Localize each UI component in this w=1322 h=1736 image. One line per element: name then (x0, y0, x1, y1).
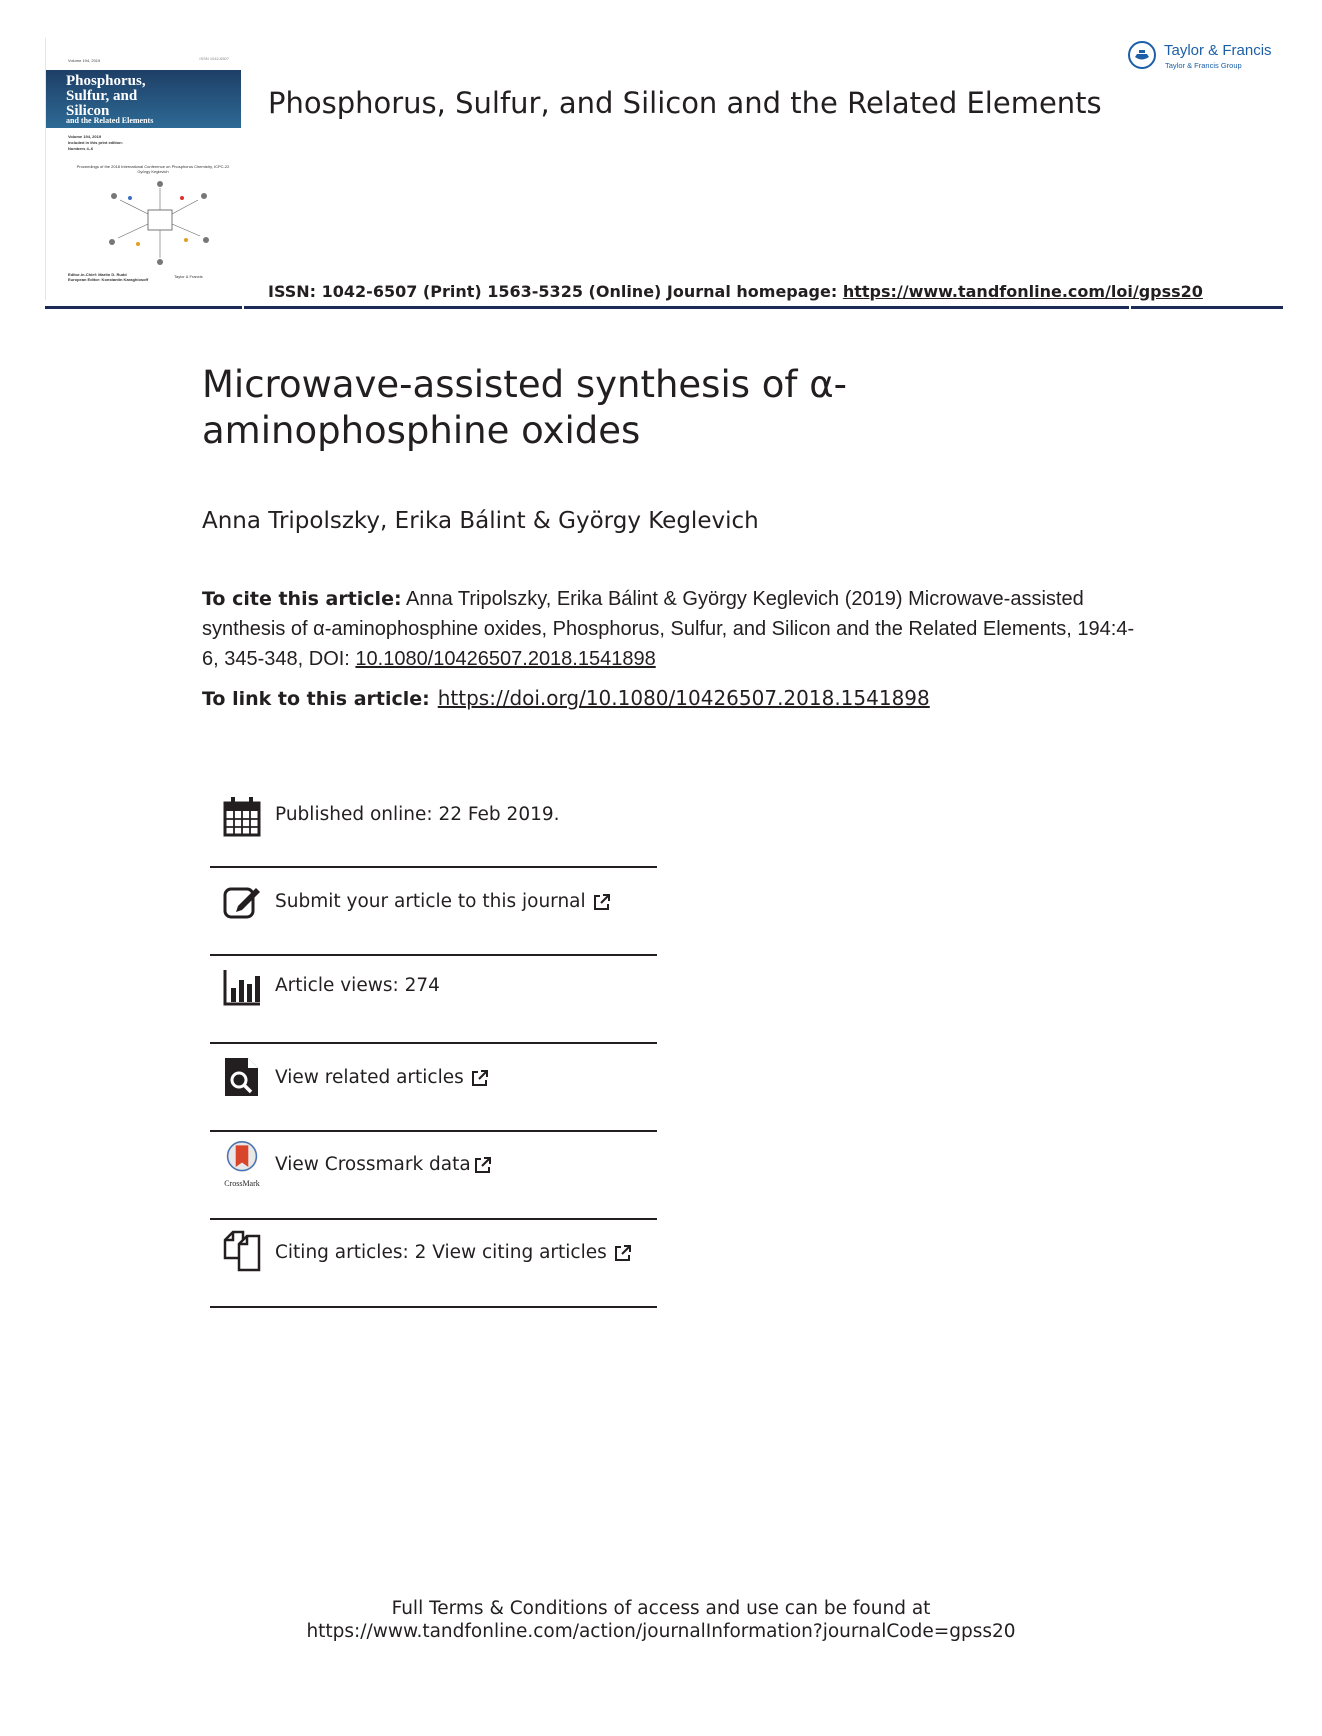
cover-editor-line: Editor-in-Chief: Martin D. Rudd (68, 272, 127, 277)
cover-editors (68, 272, 148, 282)
cover-title-line: Silicon (66, 103, 110, 119)
citing-articles-label: Citing articles: 2 View citing articles (275, 1242, 607, 1263)
related-articles-label: View related articles (275, 1067, 464, 1088)
cover-proceedings-editor: György Keglevich (137, 169, 169, 174)
info-published (210, 780, 657, 868)
citation-text: Anna Tripolszky, Erika Bálint & György Keglevich (2019) Microwave-assisted synthesis of α-aminophosphine oxides, Phosphorus, Sulfur, and Silicon and the Related Elements, 194:4-6, 345-348, DOI: (202, 588, 1135, 670)
article-link-line (202, 686, 930, 710)
article-doi-url[interactable]: https://doi.org/10.1080/10426507.2018.1541898 (437, 686, 930, 710)
external-link-icon (470, 1068, 490, 1088)
journal-title: Phosphorus, Sulfur, and Silicon and the Related Elements (268, 86, 1102, 120)
issn-text: ISSN: 1042-6507 (Print) 1563-5325 (Online) Journal homepage: (268, 282, 843, 301)
cover-subtitle: and the Related Elements (66, 116, 154, 125)
journal-cover-thumbnail (45, 38, 241, 300)
article-title-line: aminophosphine oxides (202, 409, 641, 452)
info-citing[interactable] (210, 1218, 657, 1308)
info-submit[interactable] (210, 866, 657, 956)
cover-issn: ISSN 1042-6507 (199, 56, 229, 61)
article-views: Article views: 274 (275, 975, 440, 996)
published-date: Published online: 22 Feb 2019. (275, 804, 560, 825)
cover-title-line: Phosphorus, (66, 73, 146, 89)
cover-title (66, 74, 146, 119)
footer-terms-url[interactable]: https://www.tandfonline.com/action/journalInformation?journalCode=gpss20 (306, 1621, 1016, 1642)
cover-volume-line: Volume 194, 2019 (68, 58, 101, 63)
crossmark-data-label: View Crossmark data (275, 1154, 471, 1175)
external-link-icon (613, 1243, 633, 1263)
publisher-group: Taylor & Francis Group (1165, 61, 1242, 70)
article-title (202, 362, 962, 454)
info-related[interactable] (210, 1042, 657, 1132)
submit-article-link[interactable] (275, 891, 612, 912)
submit-article-label: Submit your article to this journal (275, 891, 586, 912)
footer-terms (0, 1597, 1322, 1643)
external-link-icon (592, 892, 612, 912)
cover-editor-line: European Editor: Konstantin Karaghiosoff (68, 277, 149, 282)
footer-line: Full Terms & Conditions of access and use can be found at (391, 1598, 931, 1619)
cover-reaction-diagram (86, 174, 236, 274)
header-divider (45, 306, 242, 309)
external-link-icon (473, 1155, 493, 1175)
info-views (210, 954, 657, 1044)
info-crossmark[interactable] (210, 1130, 657, 1220)
calendar-icon (222, 796, 262, 838)
crossmark-icon (222, 1140, 262, 1176)
bar-chart-icon (222, 966, 262, 1008)
article-title-line: Microwave-assisted synthesis of α- (202, 363, 847, 406)
related-articles-link[interactable] (275, 1067, 490, 1088)
cover-publisher-mini: Taylor & Francis (174, 274, 203, 279)
cover-proceedings (68, 164, 238, 174)
edit-icon (222, 880, 262, 922)
cover-meta (68, 134, 123, 152)
article-authors: Anna Tripolszky, Erika Bálint & György Keglevich (202, 508, 759, 534)
cover-meta-line: Included in this print edition: (68, 140, 123, 145)
header-divider (1131, 306, 1283, 309)
cover-proceedings-text: Proceedings of the 2018 International Conference on Phosphorus Chemistry, ICPC-22 (76, 164, 230, 169)
article-link-label: To link to this article: (202, 688, 430, 710)
cover-title-line: Sulfur, and (66, 88, 138, 104)
crossmark-data-link[interactable] (275, 1154, 493, 1175)
crossmark-logo-text: CrossMark (224, 1179, 260, 1188)
crossmark-logo (222, 1140, 262, 1190)
citation-block (202, 584, 1142, 674)
cover-title-band (46, 70, 241, 128)
cover-meta-line: Volume 194, 2019 (68, 134, 102, 139)
document-search-icon (222, 1056, 262, 1098)
issn-line (268, 282, 1203, 301)
journal-homepage-link[interactable]: https://www.tandfonline.com/loi/gpss20 (842, 282, 1203, 301)
publisher-logo[interactable] (1127, 38, 1287, 78)
citing-articles-link[interactable] (275, 1242, 633, 1263)
copy-documents-icon (222, 1230, 262, 1272)
header-divider (244, 306, 1129, 309)
cover-meta-line: Numbers 4–6 (68, 146, 94, 151)
citation-doi-link[interactable]: 10.1080/10426507.2018.1541898 (355, 648, 656, 670)
citation-label: To cite this article: (202, 588, 402, 610)
taylor-francis-logo-icon (1127, 40, 1157, 70)
publisher-name: Taylor & Francis (1164, 42, 1272, 59)
